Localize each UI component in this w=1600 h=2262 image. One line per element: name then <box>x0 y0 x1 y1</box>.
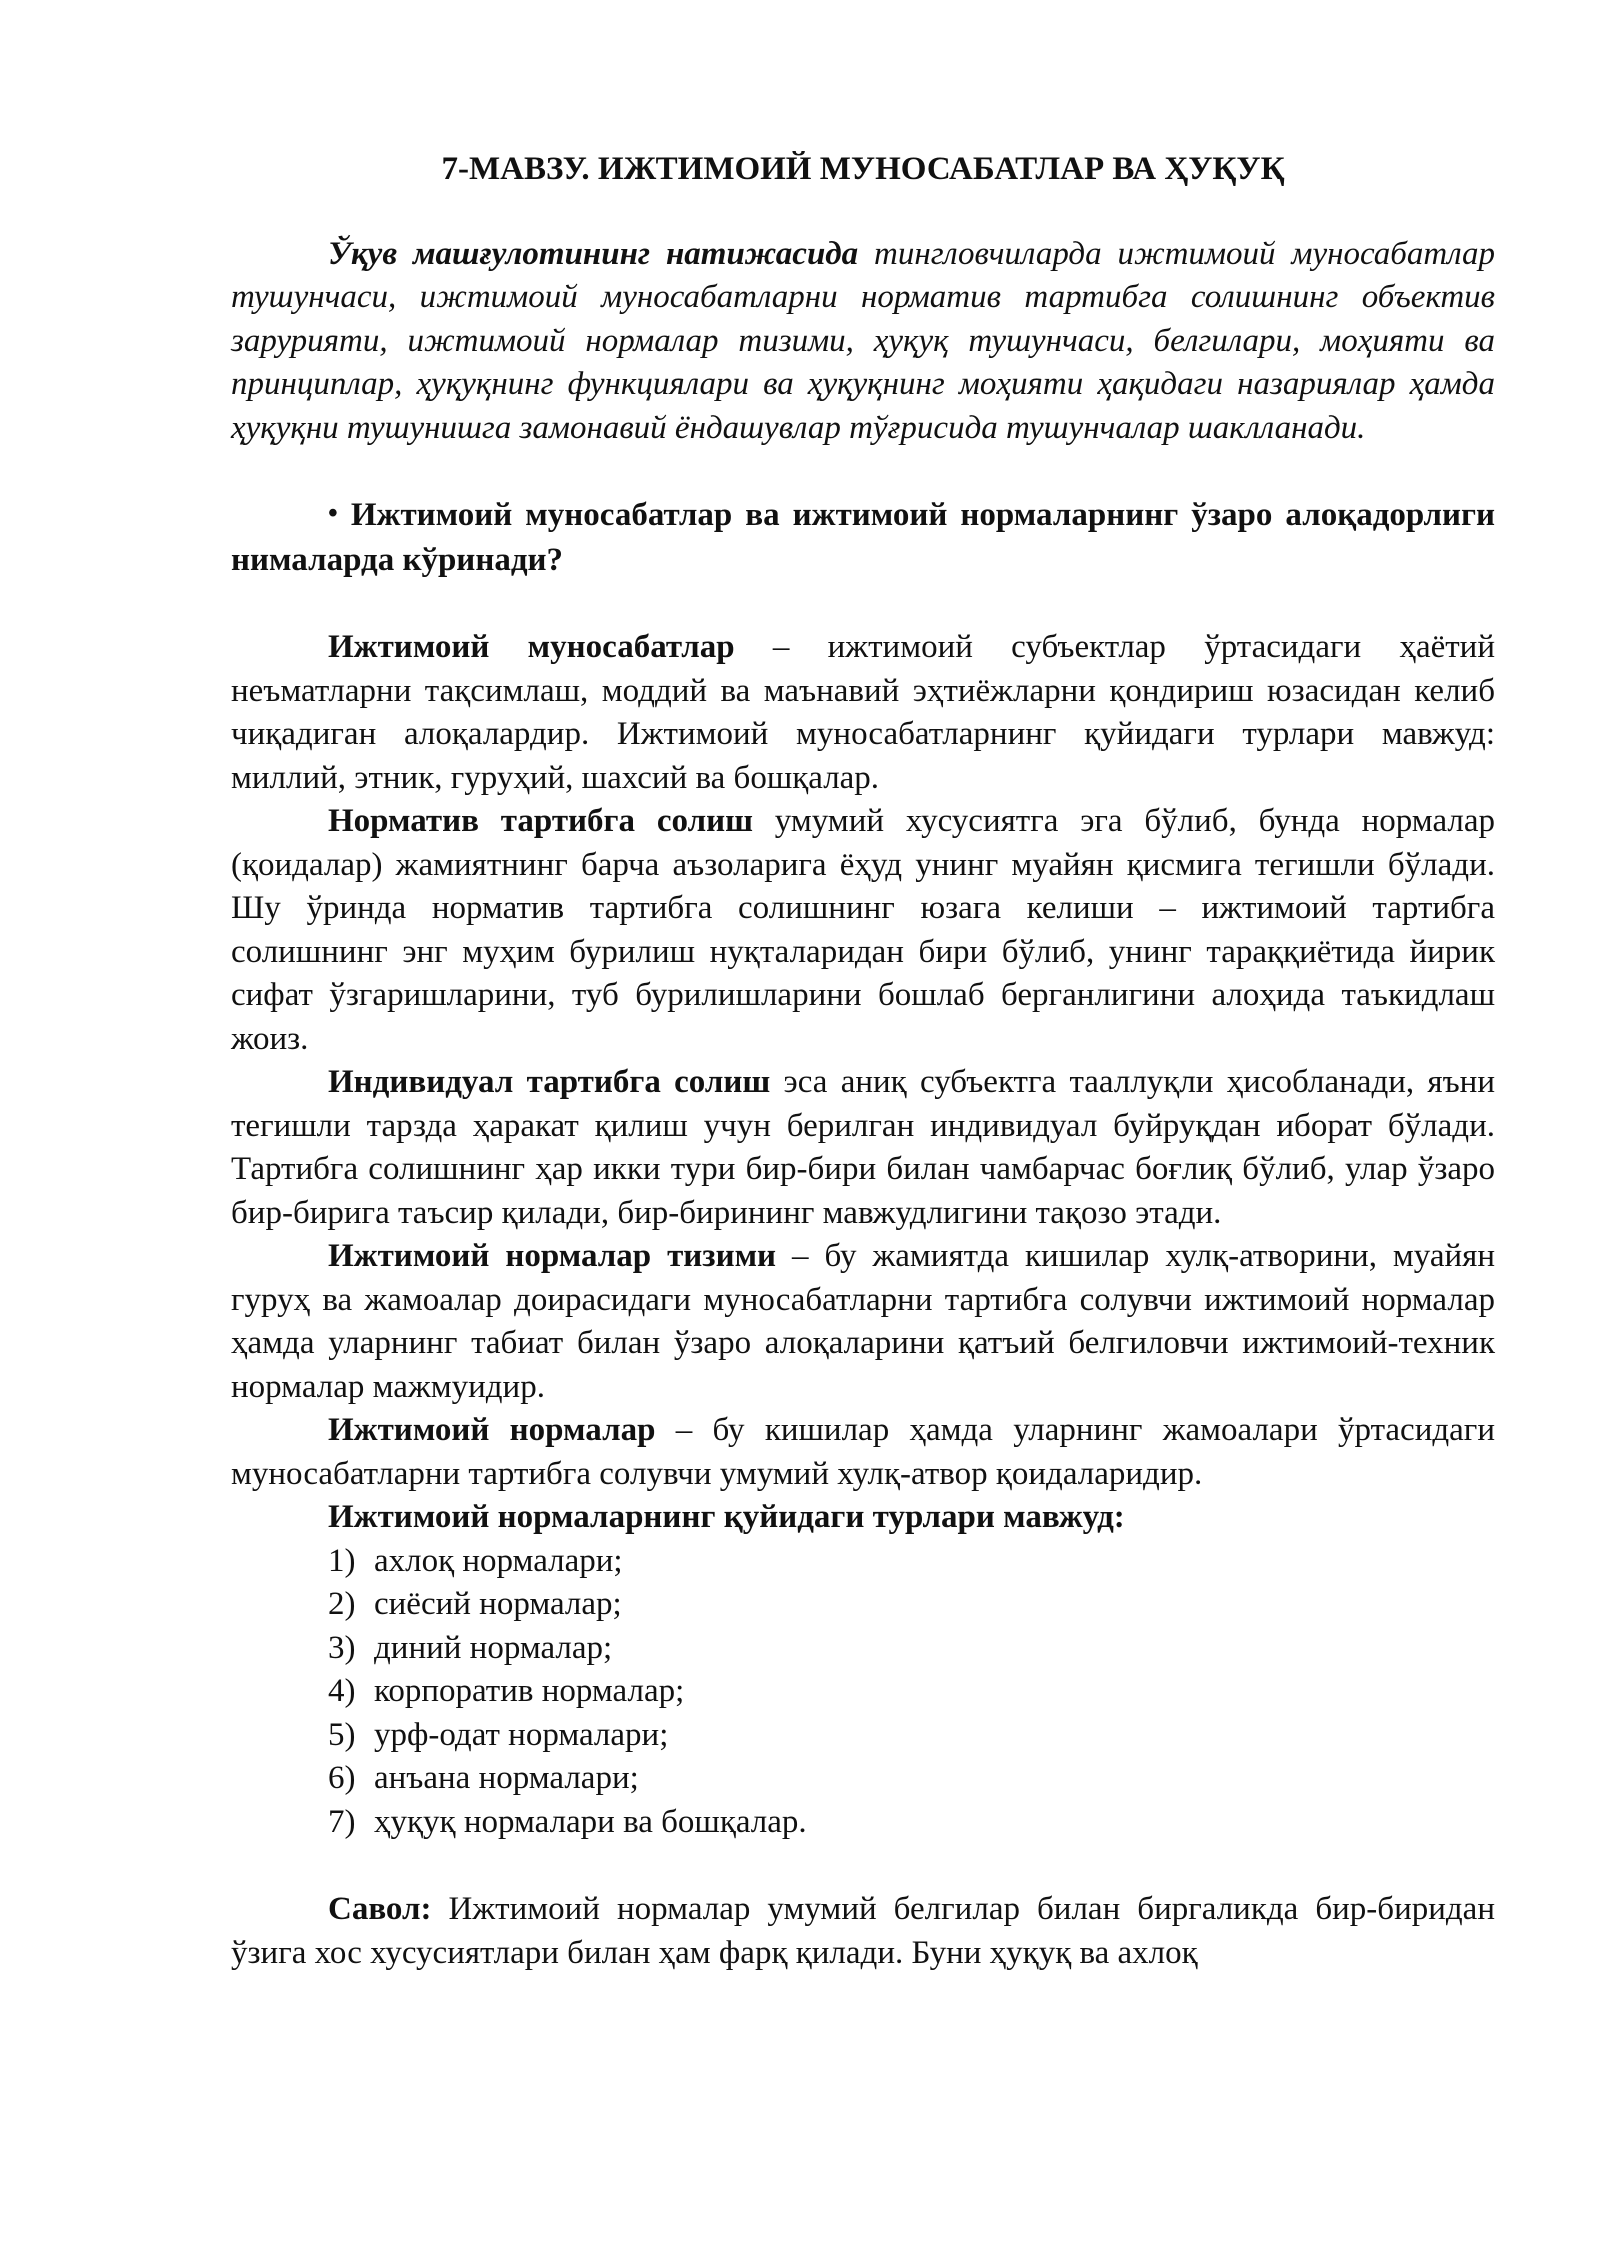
definition-text: умумий хусусиятга эга бўлиб, бунда нормалар (қоидалар) жамиятнинг барча аъзоларига ёҳуд унинг муайян қисмига тегишли бўлади. Шу ўринда норматив тартибга солишнинг юзага келиши – ижтимоий тартибга солишнинг энг муҳим бурилиш нуқталаридан бири бўлиб, унинг тараққиётида йирик сифат ўзгаришларини, туб бурилишларини бошлаб берганлигини алоҳида таъкидлаш жоиз. <box>231 803 1495 1057</box>
list-item-number: 5) <box>328 1716 356 1753</box>
discussion-question <box>231 494 1495 582</box>
list-item-text: анъана нормалари; <box>374 1760 639 1796</box>
intro-lead: Ўқув машғулотининг натижасида <box>328 235 859 272</box>
intro-paragraph <box>231 233 1495 451</box>
list-item <box>328 1670 1495 1714</box>
document-page <box>231 148 1495 1975</box>
definition-term: Норматив тартибга солиш <box>328 803 753 839</box>
definition-term: Ижтимоий муносабатлар <box>328 629 735 665</box>
list-item <box>328 1757 1495 1801</box>
norm-types-heading: Ижтимоий нормаларнинг қуйидаги турлари мавжуд: <box>328 1499 1125 1535</box>
definition-text: – ижтимоий субъектлар ўртасидаги ҳаётий неъматларни тақсимлаш, моддий ва маънавий эҳтиёжларни қондириш юзасидан келиб чиқадиган алоқалардир. Ижтимоий муносабатларнинг қуйидаги турлари мавжуд: миллий, этник, гуруҳий, шахсий ва бошқалар. <box>231 629 1495 796</box>
definition-term: Ижтимоий нормалар <box>328 1412 656 1448</box>
list-item <box>328 1540 1495 1584</box>
question-label: Савол: <box>328 1891 432 1927</box>
list-item-number: 4) <box>328 1673 356 1709</box>
list-item-number: 1) <box>328 1542 356 1579</box>
list-item <box>328 1627 1495 1671</box>
list-item-text: сиёсий нормалар; <box>374 1586 622 1622</box>
list-item-number: 7) <box>328 1803 356 1840</box>
spacer <box>231 1844 1495 1888</box>
definition-term: Индивидуал тартибга солиш <box>328 1064 771 1100</box>
definition-text: – бу жамиятда кишилар хулқ-атворини, муайян гуруҳ ва жамоалар доирасидаги муносабатларни тартибга солувчи ижтимоий нормалар ҳамда уларнинг табиат билан ўзаро алоқаларини қатъий белгиловчи ижтимоий-техник нормалар мажмуидир. <box>231 1238 1495 1405</box>
definition-term: Ижтимоий нормалар тизими <box>328 1238 777 1274</box>
list-item-number: 2) <box>328 1586 356 1622</box>
list-item <box>328 1583 1495 1627</box>
norm-types-list <box>231 1540 1495 1845</box>
definition-text: эса аниқ субъектга тааллуқли ҳисобланади, яъни тегишли тарзда ҳаракат қилиш учун берилган индивидуал буйруқдан иборат бўлади. Тартибга солишнинг ҳар икки тури бир-бири билан чамбарчас боғлиқ бўлиб, улар ўзаро бир-бирига таъсир қилади, бир-бирининг мавжудлигини тақозо этади. <box>231 1064 1495 1231</box>
discussion-question-text: Ижтимоий муносабатлар ва ижтимоий нормаларнинг ўзаро алоқадорлиги нималарда кўринади? <box>231 497 1495 578</box>
definition-paragraph <box>231 1061 1495 1235</box>
definition-paragraph <box>231 1409 1495 1496</box>
list-item <box>328 1714 1495 1758</box>
list-item-number: 6) <box>328 1760 356 1796</box>
list-item-text: ахлоқ нормалари; <box>374 1542 623 1579</box>
list-item-number: 3) <box>328 1629 356 1666</box>
intro-text: тингловчиларда ижтимоий муносабатлар тушунчаси, ижтимоий муносабатларни норматив тартибга солишнинг объектив зарурияти, ижтимоий нормалар тизими, ҳуқуқ тушунчаси, белгилари, моҳияти ва принциплар, ҳуқуқнинг функциялари ва ҳуқуқнинг моҳияти ҳақидаги назариялар ҳамда ҳуқуқни тушунишга замонавий ёндашувлар тўғрисида тушунчалар шаклланади. <box>231 235 1496 446</box>
definition-text: – бу кишилар ҳамда уларнинг жамоалари ўртасидаги муносабатларни тартибга солувчи умумий хулқ-атвор қоидаларидир. <box>231 1412 1495 1492</box>
list-item <box>328 1801 1495 1845</box>
bullet-icon: • <box>328 498 338 529</box>
definition-paragraph <box>231 800 1495 1061</box>
list-item-text: диний нормалар; <box>374 1629 613 1666</box>
definition-paragraph <box>231 1235 1495 1409</box>
list-item-text: урф-одат нормалари; <box>374 1716 669 1753</box>
list-item-text: корпоратив нормалар; <box>374 1673 685 1709</box>
question-paragraph <box>231 1888 1495 1975</box>
question-text: Ижтимоий нормалар умумий белгилар билан биргаликда бир-биридан ўзига хос хусусиятлари билан ҳам фарқ қилади. Буни ҳуқуқ ва ахлоқ <box>231 1891 1495 1971</box>
page-title: 7-МАВЗУ. ИЖТИМОИЙ МУНОСАБАТЛАР ВА ҲУҚУҚ <box>441 151 1285 187</box>
definition-paragraph <box>231 626 1495 800</box>
list-item-text: ҳуқуқ нормалари ва бошқалар. <box>374 1803 807 1840</box>
